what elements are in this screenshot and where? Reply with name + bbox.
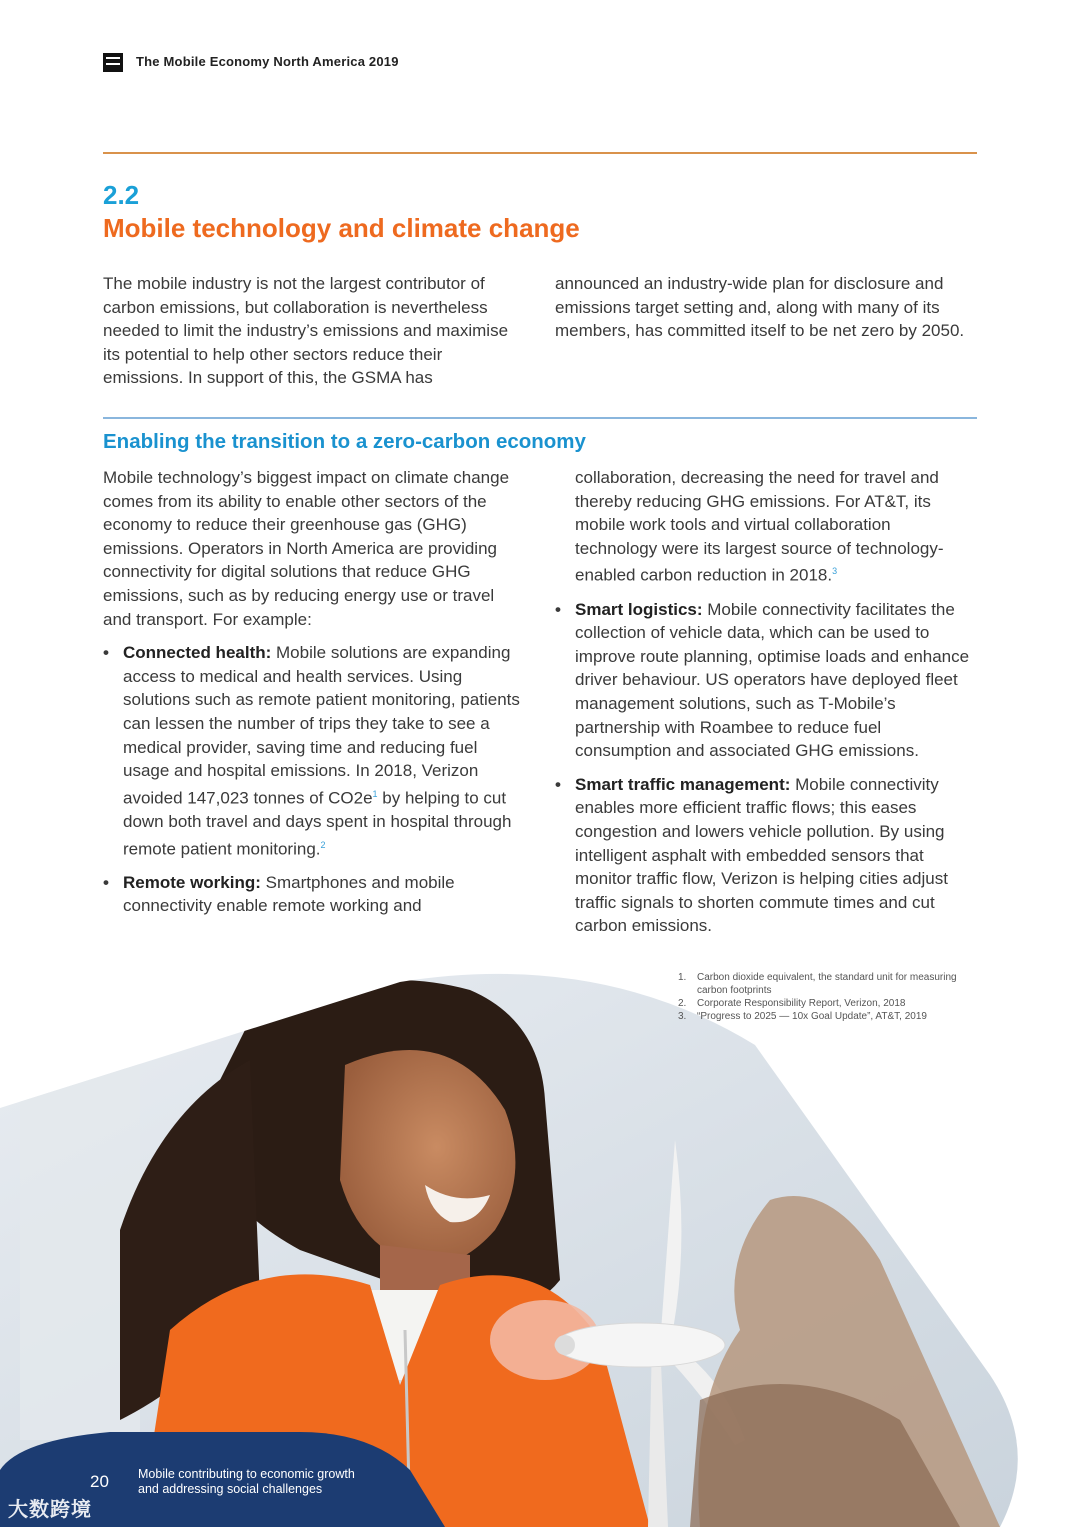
section-number: 2.2 [103,180,140,210]
footnote-ref-3[interactable]: 3 [832,566,838,577]
section-title: Mobile technology and climate change [103,213,580,243]
bullet-continuation: collaboration, decreasing the need for travel and thereby reducing GHG emissions. For AT&T, its mobile work tools and virtual collaboration technology were its largest source of technology-enabled carbon reduction in 2018.$^3$ [575,468,944,586]
intro-paragraph-right: announced an industry-wide plan for disclosure and emissions target setting and, along with many of its members, has committed itself to be net zero by 2050. [555,274,965,341]
intro-paragraph-left: The mobile industry is not the largest contributor of carbon emissions, but collaboration is nevertheless needed to limit the industry’s emissions and maximise its potential to help other sectors reduce their emissions. In support of this, the GSMA has [103,274,509,388]
bullet-icon: • [103,643,109,663]
subsection-heading: Enabling the transition to a zero-carbon economy [103,430,586,453]
footnote-ref-2[interactable]: 2 [320,839,326,850]
bullet-text: Mobile connectivity facilitates the collection of vehicle data, which can be used to improve route planning, optimise loads and enhance driver behaviour. US operators have deployed fleet management solutions, such as T-Mobile’s partnership with Roambee to reduce fuel consumption and associated GHG emissions. [575,599,970,761]
bullet-icon: • [555,774,561,794]
bullet-icon: • [103,872,109,892]
lead-paragraph: Mobile technology’s biggest impact on climate change comes from its ability to enable other sectors of the economy to reduce their greenhouse gas (GHG) emissions. Operators in North America are providing connectivity for digital solutions that reduce GHG emissions, such as by reducing energy use or travel and transport. For example: [103,468,510,629]
footer-caption: Mobile contributing to economic growth and addressing social challenges [138,1467,355,1496]
footnote-3: 3. “Progress to 2025 — 10x Goal Update”, AT&T, 2019 [678,1011,927,1022]
report-title: The Mobile Economy North America 2019 [136,54,399,69]
bullet-text: Mobile connectivity enables more efficient traffic flows; this eases congestion and lowers vehicle pollution. By using intelligent asphalt with embedded sensors that monitor traffic flow, Verizon is helping cities adjust traffic signals to shorten commute times and cut carbon emissions. [575,774,948,936]
bullet-text: Mobile solutions are expanding access to medical and health services. Using solutions such as remote patient monitoring, patients can lessen the number of trips they take to see a medical provider, saving time and reducing fuel usage and hospital emissions. In 2018, Verizon avoided 147,023 tonnes of CO2e [123,643,520,808]
footnote-2: 2. Corporate Responsibility Report, Verizon, 2018 [678,998,906,1009]
footnote-1: 1. Carbon dioxide equivalent, the standard unit for measuring carbon footprints [678,972,957,996]
bullet-label: Smart traffic management: [575,774,791,794]
bullet-text: by helping to cut down both travel and days spent in hospital through remote patient monitoring. [123,788,512,859]
page-number: 20 [90,1472,109,1491]
footnote-ref-1[interactable]: 1 [372,788,378,799]
bullet-label: Smart logistics: [575,599,703,619]
bullet-text: Smartphones and mobile connectivity enable remote working and [123,872,455,916]
watermark: 大数跨境 [8,1499,92,1521]
bullet-label: Connected health: [123,643,272,663]
bullet-icon: • [555,599,561,619]
bullet-label: Remote working: [123,872,261,892]
